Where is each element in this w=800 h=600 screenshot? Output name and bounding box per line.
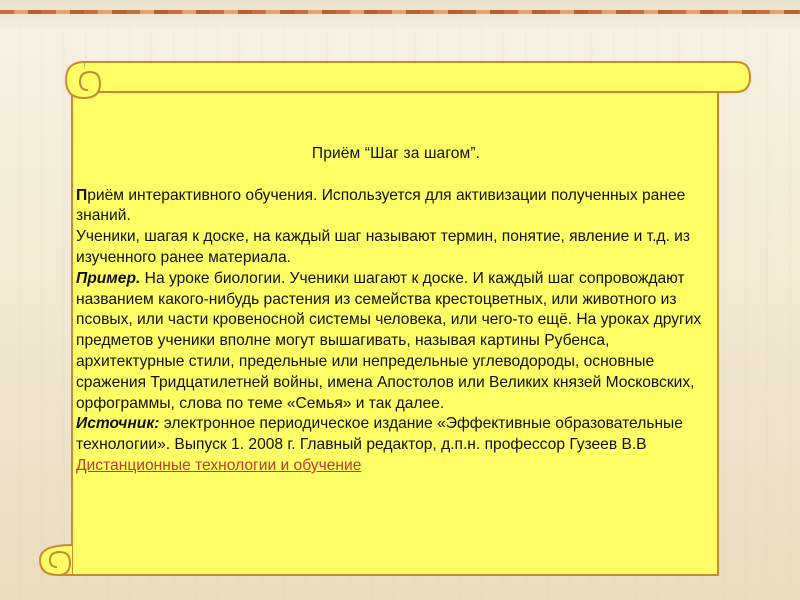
intro-first-letter: П	[76, 186, 88, 204]
slide-content	[76, 144, 716, 477]
intro-text: риём интерактивного обучения. Используется для активизации полученных ранее знаний.	[76, 186, 686, 225]
example-text: На уроке биологии. Ученики шагают к доске. И каждый шаг сопровождают названием какого-нибудь растения из семейства крестоцветных, или животного из псовых, или части кровеносной системы человека, или чего-то ещё. На уроках других предметов ученики вполне могут вышагивать, называя картины Рубенса, архитектурные стили, предельные или непредельные углеводороды, основные сражения Тридцатилетней войны, имена Апостолов или Великих князей Московских, орфограммы, слова по теме «Семья» и так далее.	[76, 269, 702, 412]
source-text: электронное периодическое издание «Эффективные образовательные технологии». Выпуск 1. 2008 г. Главный редактор, д.п.н. профессор Гузеев В.В	[76, 415, 683, 454]
students-paragraph: Ученики, шагая к доске, на каждый шаг называют термин, понятие, явление и т.д. из изученного ранее материала.	[76, 228, 691, 266]
example-paragraph	[76, 269, 716, 415]
intro-paragraph	[76, 186, 716, 228]
example-label: Пример.	[76, 269, 141, 287]
source-paragraph	[76, 414, 716, 476]
source-label: Источник:	[76, 415, 160, 433]
source-link[interactable]: Дистанционные технологии и обучение	[76, 456, 362, 474]
slide-title: Приём “Шаг за шагом”.	[311, 145, 481, 162]
scroll-top-roll	[84, 62, 750, 92]
